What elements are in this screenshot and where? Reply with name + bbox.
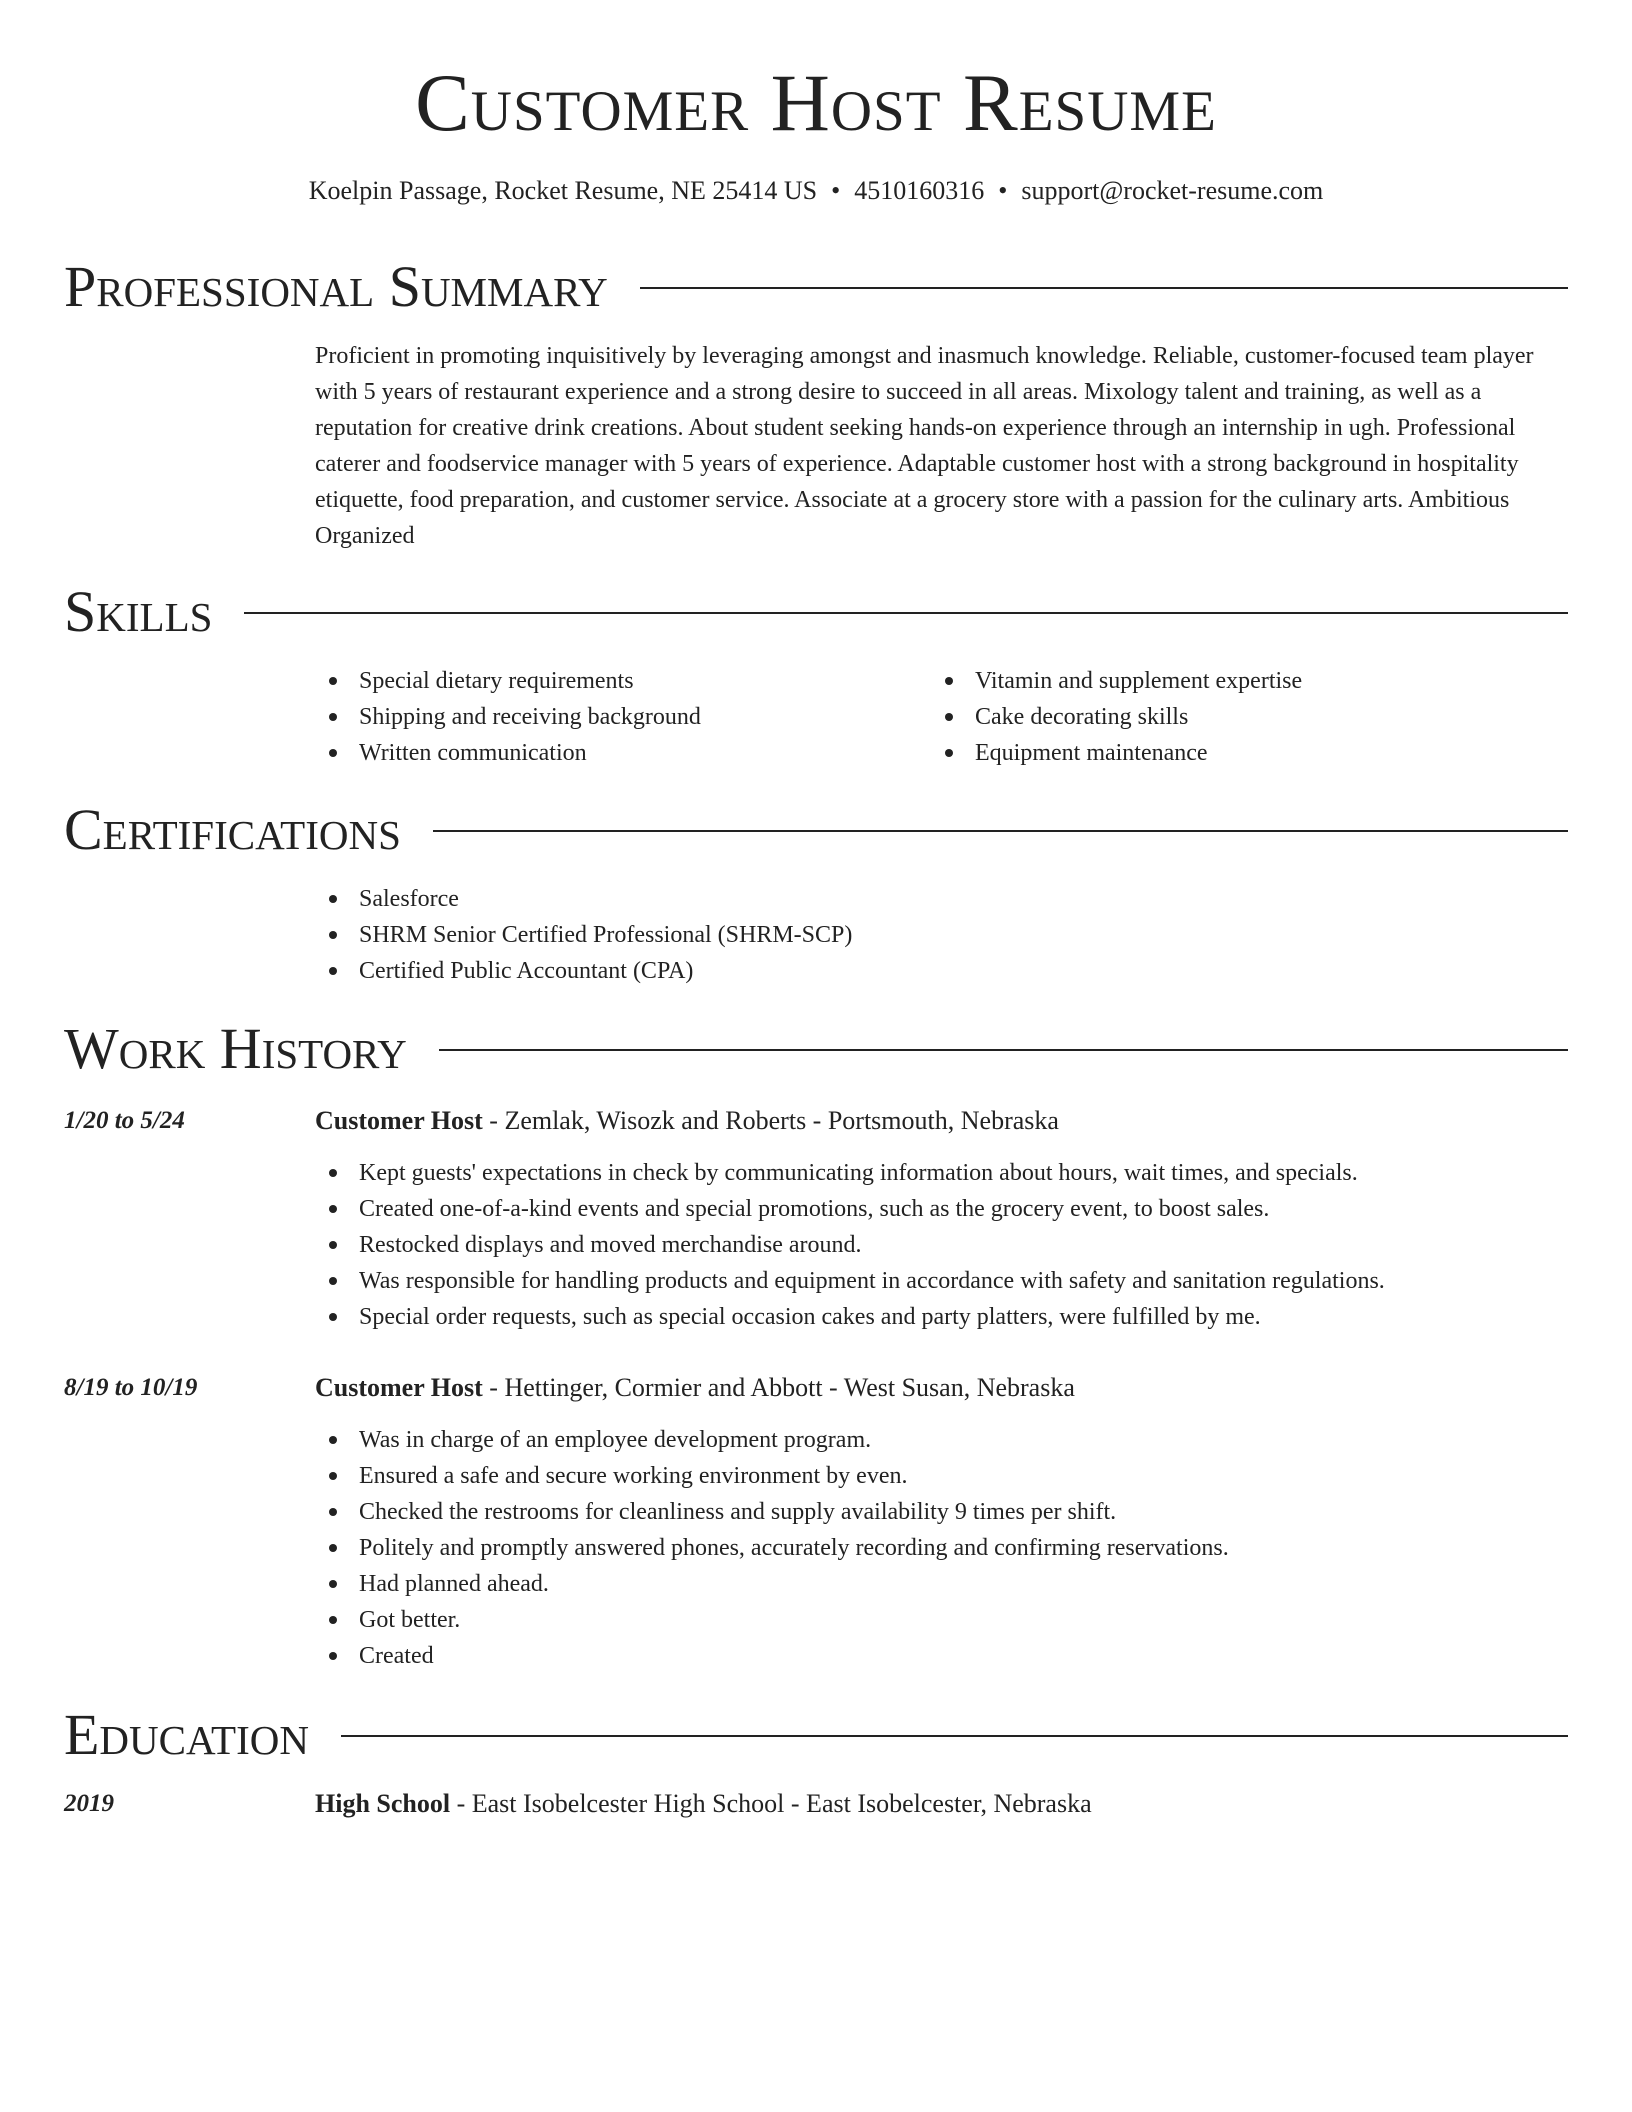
bullet-icon (329, 677, 337, 685)
list-item: Special dietary requirements (315, 663, 701, 699)
section-divider (341, 1735, 1568, 1737)
list-item: Shipping and receiving background (315, 699, 701, 735)
skills-list (931, 663, 1302, 771)
contact-phone: 4510160316 (854, 176, 985, 205)
list-item: Had planned ahead. (315, 1566, 1229, 1602)
contact-line (0, 174, 1632, 208)
section-divider (640, 287, 1568, 289)
bullet-icon (329, 967, 337, 975)
section-divider (244, 612, 1568, 614)
bullet-icon (945, 749, 953, 757)
list-item: Vitamin and supplement expertise (931, 663, 1302, 699)
section-heading: Work History (64, 1016, 407, 1081)
list-item: Ensured a safe and secure working environment by even. (315, 1458, 1229, 1494)
list-item: Salesforce (315, 881, 852, 917)
certifications-list (315, 881, 852, 989)
bullet-icon (329, 1616, 337, 1624)
section-work-history (64, 1017, 1568, 1081)
section-professional-summary (64, 255, 1568, 319)
bullet-icon (329, 1313, 337, 1321)
bullet-icon (329, 1580, 337, 1588)
section-heading: Professional Summary (64, 254, 608, 319)
job-dates: 8/19 to 10/19 (64, 1374, 198, 1401)
list-item: Written communication (315, 735, 701, 771)
list-item: Cake decorating skills (931, 699, 1302, 735)
bullet-icon (329, 1205, 337, 1213)
job-duties (315, 1155, 1385, 1335)
contact-address: Koelpin Passage, Rocket Resume, NE 25414 US (308, 176, 818, 205)
section-skills (64, 580, 1568, 644)
list-item: Equipment maintenance (931, 735, 1302, 771)
bullet-icon (329, 1169, 337, 1177)
skills-column-right (931, 663, 1302, 771)
section-divider (439, 1049, 1568, 1051)
education-school: - East Isobelcester High School - East Isobelcester, Nebraska (450, 1789, 1092, 1818)
job-employer: - Hettinger, Cormier and Abbott - West Susan, Nebraska (482, 1373, 1075, 1402)
list-item: Politely and promptly answered phones, accurately recording and confirming reservations. (315, 1530, 1229, 1566)
bullet-icon (945, 677, 953, 685)
section-heading: Certifications (64, 797, 401, 862)
summary-paragraph: Proficient in promoting inquisitively by leveraging amongst and inasmuch knowledge. Reliable, customer-focused team player with 5 years of restaurant experience and a strong desire to succeed in all areas. Mixology talent and training, as well as a reputation for creative drink creations. About student seeking hands-on experience through an internship in ugh. Professional caterer and foodservice manager with 5 years of experience. Adaptable customer host with a strong background in hospitality etiquette, food preparation, and customer service. Associate at a grocery store with a passion for the culinary arts. Ambitious Organized (315, 343, 1534, 549)
list-item: Kept guests' expectations in check by communicating information about hours, wait times, and specials. (315, 1155, 1385, 1191)
duties-list (315, 1155, 1385, 1335)
certifications-column (315, 881, 852, 989)
list-item: Checked the restrooms for cleanliness and supply availability 9 times per shift. (315, 1494, 1229, 1530)
contact-separator: • (831, 176, 841, 205)
bullet-icon (329, 1436, 337, 1444)
education-year: 2019 (64, 1790, 114, 1817)
list-item: Certified Public Accountant (CPA) (315, 953, 852, 989)
bullet-icon (329, 1544, 337, 1552)
section-certifications (64, 798, 1568, 862)
education-degree: High School (315, 1789, 451, 1818)
bullet-icon (329, 1472, 337, 1480)
list-item: Created (315, 1638, 1229, 1674)
job-duties (315, 1422, 1229, 1674)
duties-list (315, 1422, 1229, 1674)
skills-list (315, 663, 701, 771)
section-heading: Education (64, 1702, 309, 1767)
job-role: Customer Host (315, 1106, 483, 1135)
skills-column-left (315, 663, 701, 771)
bullet-icon (329, 1652, 337, 1660)
bullet-icon (329, 1241, 337, 1249)
list-item: Restocked displays and moved merchandise around. (315, 1227, 1385, 1263)
bullet-icon (329, 749, 337, 757)
education-line (315, 1786, 1568, 1822)
job-title-line (315, 1370, 1568, 1406)
bullet-icon (329, 895, 337, 903)
bullet-icon (329, 713, 337, 721)
list-item: Was responsible for handling products and equipment in accordance with safety and sanitation regulations. (315, 1263, 1385, 1299)
contact-email: support@rocket-resume.com (1021, 176, 1324, 205)
section-heading: Skills (64, 579, 213, 644)
resume-title: Customer Host Resume (415, 57, 1217, 148)
list-item: Was in charge of an employee development program. (315, 1422, 1229, 1458)
list-item: SHRM Senior Certified Professional (SHRM-SCP) (315, 917, 852, 953)
bullet-icon (329, 1277, 337, 1285)
list-item: Special order requests, such as special occasion cakes and party platters, were fulfilled by me. (315, 1299, 1385, 1335)
bullet-icon (329, 931, 337, 939)
contact-separator: • (998, 176, 1008, 205)
list-item: Created one-of-a-kind events and special promotions, such as the grocery event, to boost sales. (315, 1191, 1385, 1227)
job-employer: - Zemlak, Wisozk and Roberts - Portsmouth, Nebraska (482, 1106, 1059, 1135)
job-title-line (315, 1103, 1568, 1139)
job-dates: 1/20 to 5/24 (64, 1107, 185, 1134)
bullet-icon (945, 713, 953, 721)
section-divider (433, 830, 1568, 832)
bullet-icon (329, 1508, 337, 1516)
section-education (64, 1703, 1568, 1767)
list-item: Got better. (315, 1602, 1229, 1638)
job-role: Customer Host (315, 1373, 483, 1402)
